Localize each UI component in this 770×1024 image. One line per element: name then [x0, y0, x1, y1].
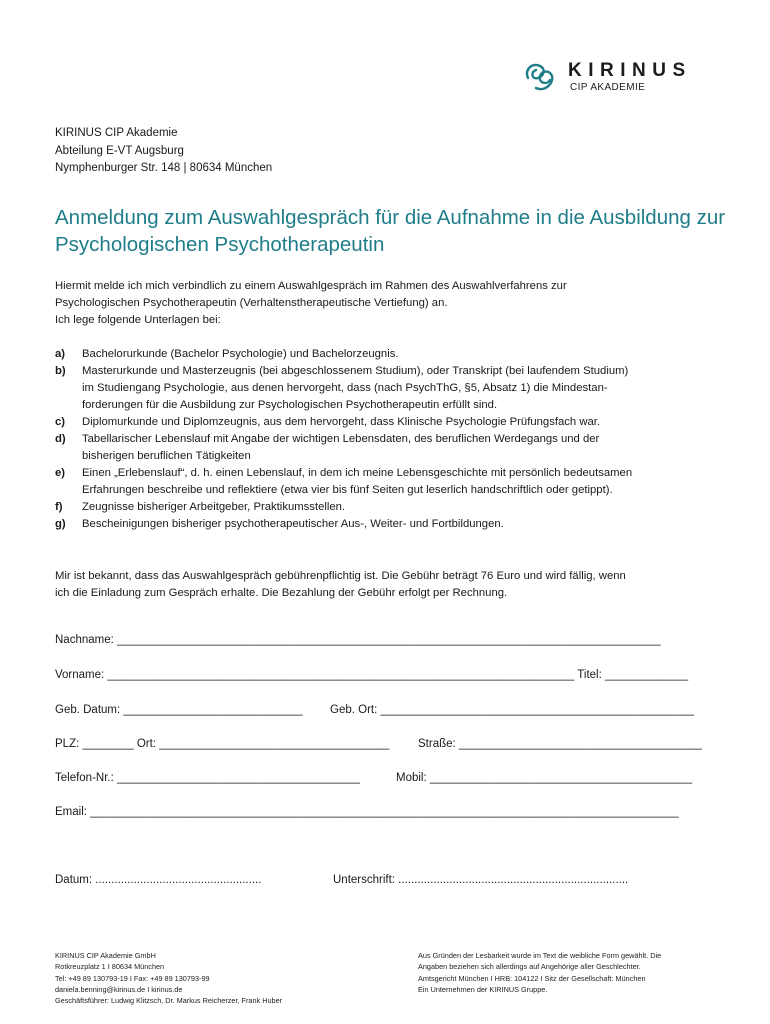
list-item — [55, 499, 725, 516]
list-item-text: forderungen für die Ausbildung zur Psychologischen Psychotherapeutin erfüllt sind. — [82, 399, 498, 411]
list-item-text: Tabellarischer Lebenslauf mit Angabe der wichtigen Lebensdaten, des beruflichen Werdegangs und der — [82, 433, 600, 445]
footer-line: Geschäftsführer: Ludwig Klitzsch, Dr. Markus Reicherzer, Frank Huber — [55, 996, 283, 1006]
address-line: KIRINUS CIP Akademie — [55, 127, 178, 139]
footer-legal-note — [418, 950, 661, 995]
list-item-text: Bachelorurkunde (Bachelor Psychologie) und Bachelorzeugnis. — [82, 348, 399, 360]
list-item — [55, 363, 725, 414]
list-letter: f) — [55, 501, 63, 513]
fee-line: ich die Einladung zum Gespräch erhalte. Die Bezahlung der Gebühr erfolgt per Rechnung. — [55, 587, 508, 599]
recipient-address — [55, 125, 272, 178]
mobil-field[interactable]: Mobil: _________________________________________ — [396, 772, 693, 784]
logo-mark-icon — [522, 58, 562, 94]
signature-field[interactable]: Unterschrift: ........................................................................ — [333, 874, 629, 886]
documents-list — [55, 346, 725, 533]
footer-line: Tel: +49 89 130793-19 I Fax: +49 89 130793-99 — [55, 973, 210, 983]
list-item — [55, 465, 725, 499]
list-item-text: im Studiengang Psychologie, aus denen hervorgeht, dass (nach PsychThG, §5, Absatz 1) die Mindestan- — [82, 382, 608, 394]
geb-ort-field[interactable]: Geb. Ort: _________________________________________________ — [330, 704, 694, 716]
fee-line: Mir ist bekannt, dass das Auswahlgespräch gebührenpflichtig ist. Die Gebühr beträgt 76 Euro und wird fällig, wenn — [55, 570, 626, 582]
plz-ort-field[interactable]: PLZ: ________ Ort: ____________________________________ — [55, 738, 390, 750]
vorname-titel-field[interactable]: Vorname: _________________________________________________________________________ Titel: _____________ — [55, 669, 689, 681]
list-item — [55, 431, 725, 465]
list-item-text: Zeugnisse bisheriger Arbeitgeber, Praktikumsstellen. — [82, 501, 346, 513]
intro-paragraph — [55, 278, 725, 329]
list-letter: a) — [55, 348, 66, 360]
email-field[interactable]: Email: ____________________________________________________________________________________________ — [55, 806, 679, 818]
logo-wordmark: KIRINUS — [568, 60, 692, 81]
intro-line: Hiermit melde ich mich verbindlich zu einem Auswahlgespräch im Rahmen des Auswahlverfahrens zur — [55, 280, 567, 292]
footer-line: Rotkreuzplatz 1 I 80634 München — [55, 962, 165, 972]
footer-line: Angaben beziehen sich allerdings auf Angehörige aller Geschlechter. — [418, 962, 641, 972]
footer-line: Aus Gründen der Lesbarkeit wurde im Text die weibliche Form gewählt. Die — [418, 951, 662, 960]
list-item — [55, 346, 725, 363]
kirinus-logo — [522, 58, 722, 98]
list-item-text: Masterurkunde und Masterzeugnis (bei abgeschlossenem Studium), oder Transkript (bei laufendem Studium) — [82, 365, 629, 377]
footer-line: Amtsgericht München I HRB: 104122 I Sitz der Gesellschaft: München — [418, 973, 646, 983]
fee-paragraph — [55, 568, 725, 602]
list-item — [55, 414, 725, 431]
list-item — [55, 516, 725, 533]
telefon-field[interactable]: Telefon-Nr.: ______________________________________ — [55, 772, 361, 784]
geb-datum-field[interactable]: Geb. Datum: ____________________________ — [55, 704, 303, 716]
footer-line: daniela.benning@kirinus.de I kirinus.de — [55, 984, 183, 994]
footer-company-info — [55, 950, 282, 1006]
list-letter: e) — [55, 467, 66, 479]
page-title: Anmeldung zum Auswahlgespräch für die Aufnahme in die Ausbildung zur Psychologischen Psychotherapeutin — [55, 206, 726, 256]
list-letter: c) — [55, 416, 66, 428]
address-line: Nymphenburger Str. 148 | 80634 München — [55, 162, 273, 174]
datum-field[interactable]: Datum: .................................................... — [55, 874, 262, 886]
intro-line: Ich lege folgende Unterlagen bei: — [55, 314, 221, 326]
list-letter: g) — [55, 518, 66, 530]
nachname-field[interactable]: Nachname: _____________________________________________________________________________________ — [55, 634, 661, 646]
strasse-field[interactable]: Straße: ______________________________________ — [418, 738, 702, 750]
list-item-text: Einen „Erlebenslauf“, d. h. einen Lebenslauf, in dem ich meine Lebensgeschichte mit persönlich bedeutsamen — [82, 467, 633, 479]
logo-subtitle: CIP AKADEMIE — [570, 82, 646, 93]
intro-line: Psychologischen Psychotherapeutin (Verhaltenstherapeutische Vertiefung) an. — [55, 297, 448, 309]
footer-line: KIRINUS CIP Akademie GmbH — [55, 951, 156, 960]
list-item-text: bisherigen beruflichen Tätigkeiten — [82, 450, 251, 462]
list-item-text: Diplomurkunde und Diplomzeugnis, aus dem hervorgeht, dass Klinische Psychologie Prüfungsfach war. — [82, 416, 601, 428]
list-letter: d) — [55, 433, 66, 445]
address-line: Abteilung E-VT Augsburg — [55, 144, 184, 157]
list-letter: b) — [55, 365, 66, 377]
footer-line: Ein Unternehmen der KIRINUS Gruppe. — [418, 984, 548, 994]
list-item-text: Bescheinigungen bisheriger psychotherapeutischer Aus-, Weiter- und Fortbildungen. — [82, 518, 504, 530]
list-item-text: Erfahrungen beschreibe und reflektiere (etwa vier bis fünf Seiten gut leserlich handschriftlich oder getippt). — [82, 484, 613, 496]
